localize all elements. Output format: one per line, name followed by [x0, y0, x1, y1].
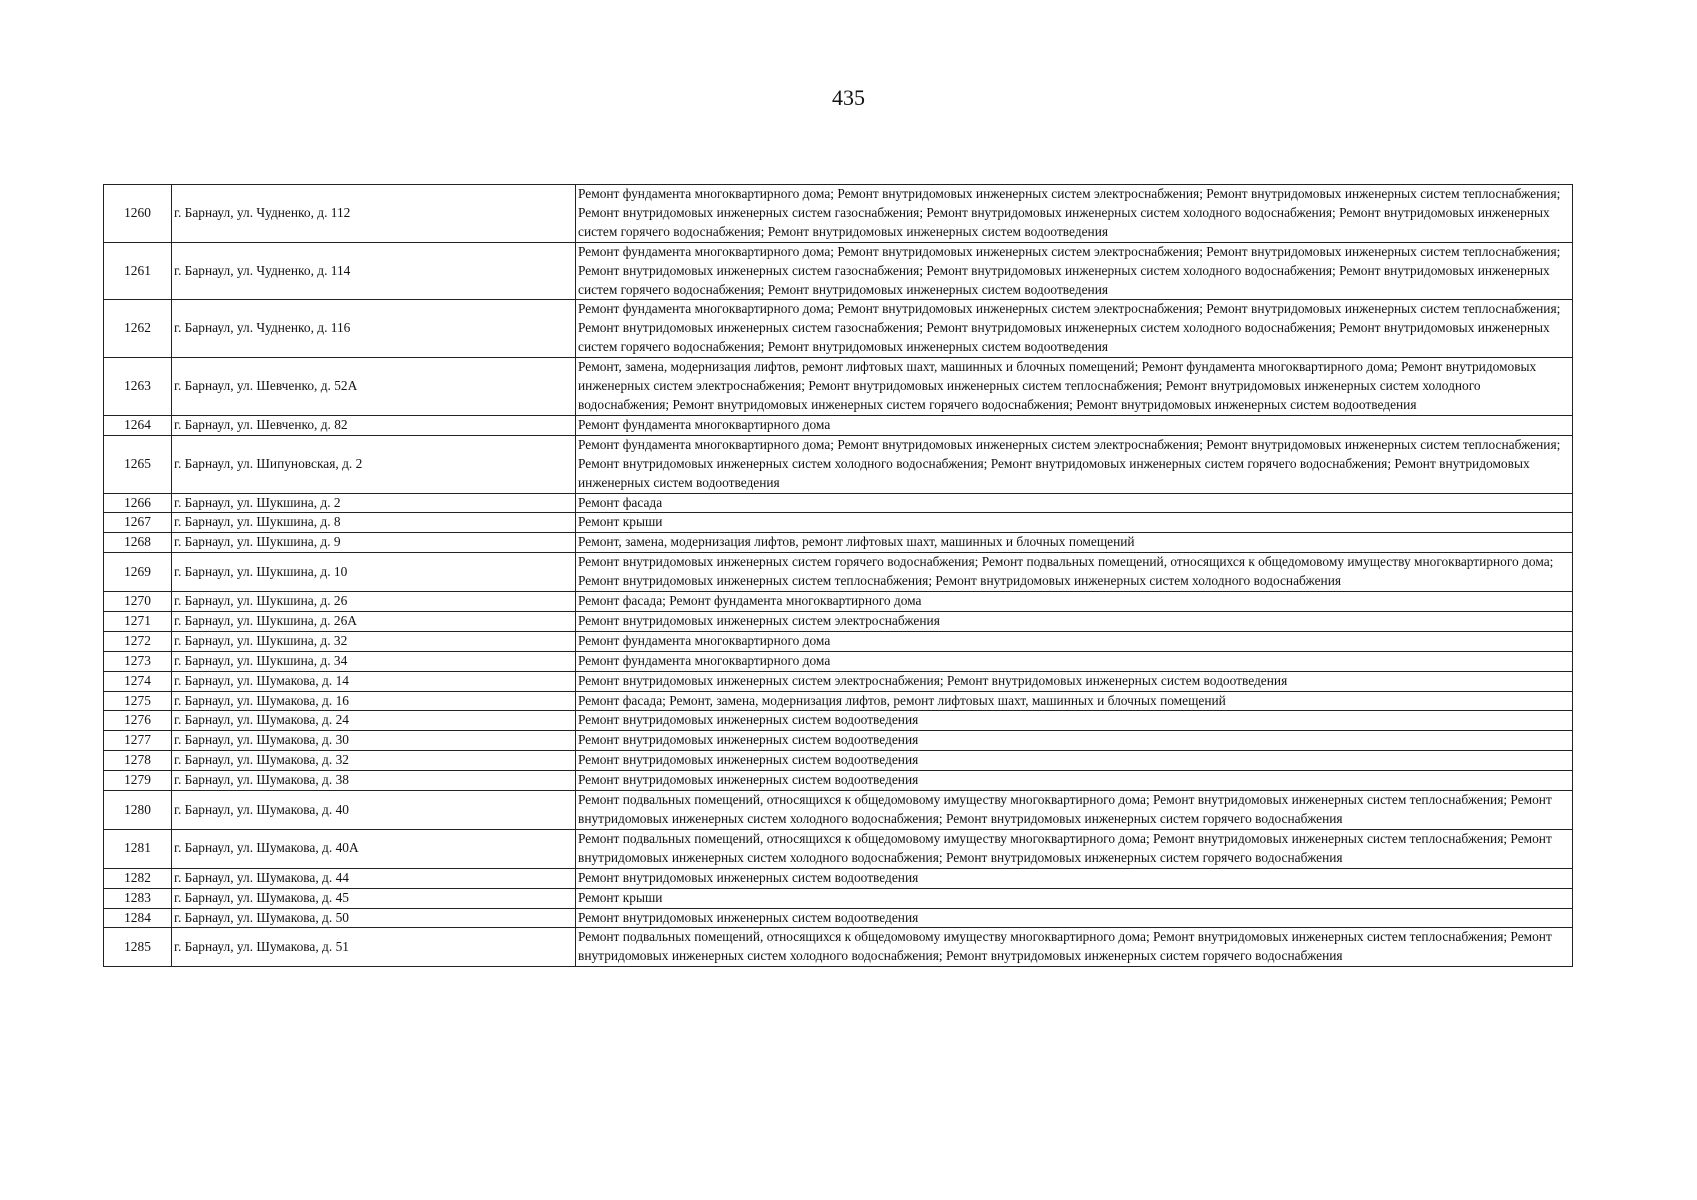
address-cell: г. Барнаул, ул. Шумакова, д. 40А — [172, 829, 576, 868]
work-type-cell: Ремонт фундамента многоквартирного дома — [576, 415, 1573, 435]
row-number: 1276 — [104, 711, 172, 731]
row-number: 1261 — [104, 242, 172, 300]
address-cell: г. Барнаул, ул. Шукшина, д. 34 — [172, 651, 576, 671]
address-cell: г. Барнаул, ул. Шевченко, д. 82 — [172, 415, 576, 435]
address-cell: г. Барнаул, ул. Шумакова, д. 50 — [172, 908, 576, 928]
table-row — [104, 751, 1573, 771]
address-cell: г. Барнаул, ул. Шукшина, д. 32 — [172, 631, 576, 651]
work-type-cell: Ремонт внутридомовых инженерных систем водоотведения — [576, 868, 1573, 888]
address-cell: г. Барнаул, ул. Шумакова, д. 30 — [172, 731, 576, 751]
row-number: 1275 — [104, 691, 172, 711]
table-row — [104, 731, 1573, 751]
address-cell: г. Барнаул, ул. Шукшина, д. 8 — [172, 513, 576, 533]
row-number: 1283 — [104, 888, 172, 908]
row-number: 1266 — [104, 493, 172, 513]
row-number: 1274 — [104, 671, 172, 691]
row-number: 1280 — [104, 791, 172, 830]
table-row — [104, 242, 1573, 300]
work-type-cell: Ремонт подвальных помещений, относящихся к общедомовому имуществу многоквартирного дома; Ремонт внутридомовых инженерных систем теплоснабжения; Ремонт внутридомовых инженерных систем холодного водоснабжения; Ремонт внутридомовых инженерных систем горячего водоснабжения — [576, 829, 1573, 868]
work-type-cell: Ремонт, замена, модернизация лифтов, ремонт лифтовых шахт, машинных и блочных помещений; Ремонт фундамента многоквартирного дома; Ремонт внутридомовых инженерных систем электроснабжения; Ремонт внутридомовых инженерных систем теплоснабжения; Ремонт внутридомовых инженерных систем холодного водоснабжения; Ремонт внутридомовых инженерных систем горячего водоснабжения; Ремонт внутридомовых инженерных систем водоотведения — [576, 358, 1573, 416]
row-number: 1285 — [104, 928, 172, 967]
address-cell: г. Барнаул, ул. Шумакова, д. 45 — [172, 888, 576, 908]
row-number: 1277 — [104, 731, 172, 751]
table-row — [104, 829, 1573, 868]
work-type-cell: Ремонт внутридомовых инженерных систем электроснабжения — [576, 611, 1573, 631]
work-type-cell: Ремонт фасада — [576, 493, 1573, 513]
row-number: 1278 — [104, 751, 172, 771]
table-row — [104, 888, 1573, 908]
work-type-cell: Ремонт внутридомовых инженерных систем водоотведения — [576, 711, 1573, 731]
address-cell: г. Барнаул, ул. Шевченко, д. 52А — [172, 358, 576, 416]
address-cell: г. Барнаул, ул. Шумакова, д. 24 — [172, 711, 576, 731]
table-row — [104, 358, 1573, 416]
table-row — [104, 513, 1573, 533]
address-cell: г. Барнаул, ул. Шумакова, д. 32 — [172, 751, 576, 771]
address-cell: г. Барнаул, ул. Шукшина, д. 26А — [172, 611, 576, 631]
row-number: 1269 — [104, 553, 172, 592]
address-cell: г. Барнаул, ул. Шумакова, д. 51 — [172, 928, 576, 967]
address-cell: г. Барнаул, ул. Шумакова, д. 14 — [172, 671, 576, 691]
row-number: 1272 — [104, 631, 172, 651]
address-cell: г. Барнаул, ул. Шипуновская, д. 2 — [172, 435, 576, 493]
work-type-cell: Ремонт внутридомовых инженерных систем водоотведения — [576, 908, 1573, 928]
table-row — [104, 553, 1573, 592]
row-number: 1264 — [104, 415, 172, 435]
table-row — [104, 711, 1573, 731]
row-number: 1282 — [104, 868, 172, 888]
work-type-cell: Ремонт подвальных помещений, относящихся к общедомовому имуществу многоквартирного дома; Ремонт внутридомовых инженерных систем теплоснабжения; Ремонт внутридомовых инженерных систем холодного водоснабжения; Ремонт внутридомовых инженерных систем горячего водоснабжения — [576, 928, 1573, 967]
address-cell: г. Барнаул, ул. Чудненко, д. 116 — [172, 300, 576, 358]
work-type-cell: Ремонт фундамента многоквартирного дома; Ремонт внутридомовых инженерных систем электроснабжения; Ремонт внутридомовых инженерных систем теплоснабжения; Ремонт внутридомовых инженерных систем газоснабжения; Ремонт внутридомовых инженерных систем холодного водоснабжения; Ремонт внутридомовых инженерных систем горячего водоснабжения; Ремонт внутридомовых инженерных систем водоотведения — [576, 185, 1573, 243]
row-number: 1270 — [104, 592, 172, 612]
work-type-cell: Ремонт внутридомовых инженерных систем водоотведения — [576, 731, 1573, 751]
table-row — [104, 185, 1573, 243]
work-type-cell: Ремонт фасада; Ремонт, замена, модернизация лифтов, ремонт лифтовых шахт, машинных и блочных помещений — [576, 691, 1573, 711]
table-row — [104, 435, 1573, 493]
table-row — [104, 415, 1573, 435]
address-cell: г. Барнаул, ул. Шумакова, д. 44 — [172, 868, 576, 888]
row-number: 1271 — [104, 611, 172, 631]
work-type-cell: Ремонт фундамента многоквартирного дома; Ремонт внутридомовых инженерных систем электроснабжения; Ремонт внутридомовых инженерных систем теплоснабжения; Ремонт внутридомовых инженерных систем холодного водоснабжения; Ремонт внутридомовых инженерных систем горячего водоснабжения; Ремонт внутридомовых инженерных систем водоотведения — [576, 435, 1573, 493]
row-number: 1268 — [104, 533, 172, 553]
table-row — [104, 868, 1573, 888]
table-row — [104, 592, 1573, 612]
table-row — [104, 493, 1573, 513]
table-row — [104, 651, 1573, 671]
work-type-cell: Ремонт внутридомовых инженерных систем электроснабжения; Ремонт внутридомовых инженерных систем водоотведения — [576, 671, 1573, 691]
table-row — [104, 908, 1573, 928]
address-cell: г. Барнаул, ул. Шукшина, д. 26 — [172, 592, 576, 612]
table-row — [104, 771, 1573, 791]
work-type-cell: Ремонт внутридомовых инженерных систем горячего водоснабжения; Ремонт подвальных помещений, относящихся к общедомовому имуществу многоквартирного дома; Ремонт внутридомовых инженерных систем теплоснабжения; Ремонт внутридомовых инженерных систем холодного водоснабжения — [576, 553, 1573, 592]
table-row — [104, 691, 1573, 711]
table-row — [104, 928, 1573, 967]
table-row — [104, 300, 1573, 358]
table-row — [104, 533, 1573, 553]
works-table — [103, 184, 1573, 967]
row-number: 1265 — [104, 435, 172, 493]
address-cell: г. Барнаул, ул. Шумакова, д. 38 — [172, 771, 576, 791]
work-type-cell: Ремонт внутридомовых инженерных систем водоотведения — [576, 771, 1573, 791]
work-type-cell: Ремонт фундамента многоквартирного дома — [576, 651, 1573, 671]
work-type-cell: Ремонт, замена, модернизация лифтов, ремонт лифтовых шахт, машинных и блочных помещений — [576, 533, 1573, 553]
address-cell: г. Барнаул, ул. Шукшина, д. 9 — [172, 533, 576, 553]
table-row — [104, 671, 1573, 691]
address-cell: г. Барнаул, ул. Шукшина, д. 10 — [172, 553, 576, 592]
row-number: 1263 — [104, 358, 172, 416]
work-type-cell: Ремонт внутридомовых инженерных систем водоотведения — [576, 751, 1573, 771]
row-number: 1281 — [104, 829, 172, 868]
address-cell: г. Барнаул, ул. Шукшина, д. 2 — [172, 493, 576, 513]
row-number: 1260 — [104, 185, 172, 243]
work-type-cell: Ремонт фундамента многоквартирного дома; Ремонт внутридомовых инженерных систем электроснабжения; Ремонт внутридомовых инженерных систем теплоснабжения; Ремонт внутридомовых инженерных систем газоснабжения; Ремонт внутридомовых инженерных систем холодного водоснабжения; Ремонт внутридомовых инженерных систем горячего водоснабжения; Ремонт внутридомовых инженерных систем водоотведения — [576, 300, 1573, 358]
row-number: 1262 — [104, 300, 172, 358]
address-cell: г. Барнаул, ул. Чудненко, д. 114 — [172, 242, 576, 300]
work-type-cell: Ремонт крыши — [576, 888, 1573, 908]
row-number: 1267 — [104, 513, 172, 533]
table-row — [104, 791, 1573, 830]
works-table-body — [104, 185, 1573, 967]
work-type-cell: Ремонт подвальных помещений, относящихся к общедомовому имуществу многоквартирного дома; Ремонт внутридомовых инженерных систем теплоснабжения; Ремонт внутридомовых инженерных систем холодного водоснабжения; Ремонт внутридомовых инженерных систем горячего водоснабжения — [576, 791, 1573, 830]
address-cell: г. Барнаул, ул. Шумакова, д. 40 — [172, 791, 576, 830]
page-number: 435 — [832, 85, 865, 110]
row-number: 1284 — [104, 908, 172, 928]
table-row — [104, 631, 1573, 651]
work-type-cell: Ремонт крыши — [576, 513, 1573, 533]
work-type-cell: Ремонт фундамента многоквартирного дома — [576, 631, 1573, 651]
work-type-cell: Ремонт фундамента многоквартирного дома; Ремонт внутридомовых инженерных систем электроснабжения; Ремонт внутридомовых инженерных систем теплоснабжения; Ремонт внутридомовых инженерных систем газоснабжения; Ремонт внутридомовых инженерных систем холодного водоснабжения; Ремонт внутридомовых инженерных систем горячего водоснабжения; Ремонт внутридомовых инженерных систем водоотведения — [576, 242, 1573, 300]
row-number: 1273 — [104, 651, 172, 671]
table-row — [104, 611, 1573, 631]
address-cell: г. Барнаул, ул. Чудненко, д. 112 — [172, 185, 576, 243]
row-number: 1279 — [104, 771, 172, 791]
work-type-cell: Ремонт фасада; Ремонт фундамента многоквартирного дома — [576, 592, 1573, 612]
address-cell: г. Барнаул, ул. Шумакова, д. 16 — [172, 691, 576, 711]
